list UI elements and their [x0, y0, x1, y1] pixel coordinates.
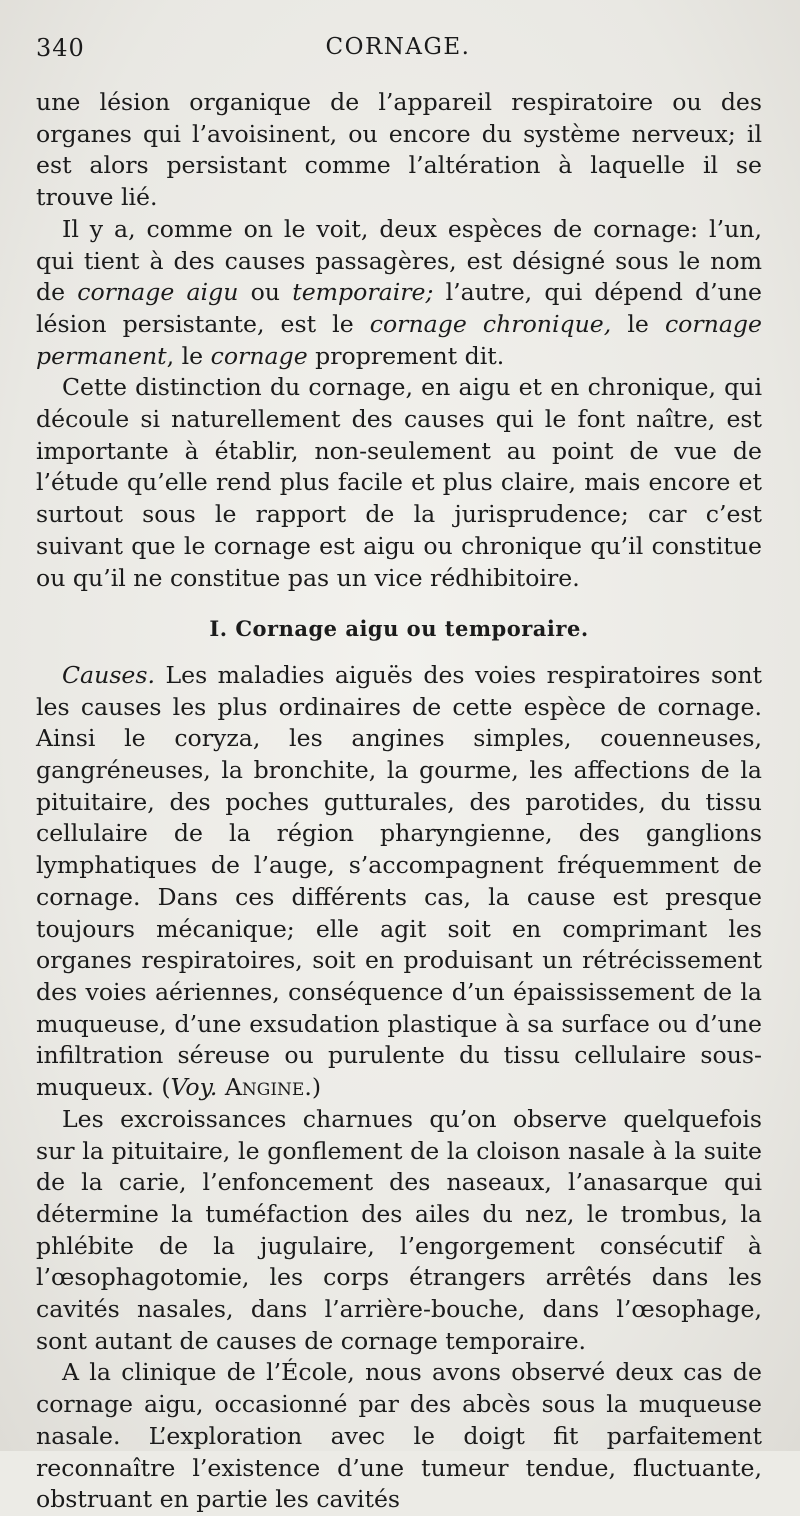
- paragraph-excroissances: Les excroissances charnues qu’on observe quelquefois sur la pituitaire, le gonflement de la cloison nasale à la suite de la carie, l’enfoncement des naseaux, l’anasarque qui détermine la tuméfaction des ailes du nez, le trombus, la phlébite de la jugulaire, l’engorgement consécutif à l’œsophagotomie, les corps étrangers arrêtés dans les cavités nasales, dans l’arrière-bouche, dans l’œsophage, sont autant de causes de cornage temporaire.: [36, 1104, 762, 1355]
- cross-reference: Angine: [224, 1073, 305, 1102]
- text-run: le: [611, 309, 665, 338]
- text-run: Les maladies aiguës des voies respiratoires sont les causes les plus ordinaires de cette espèce de cornage. Ainsi le coryza, les angines simples, couenneuses, gangréneuses, la bronchite, la gourme, les affections de la pituitaire, des poches gutturales, des parotides, du tissu cellulaire de la région pharyngienne, des ganglions lymphatiques de l’auge, s’accompagnent fréquemment de cornage. Dans ces différents cas, la cause est presque toujours mécanique; elle agit soit en comprimant les organes respiratoires, soit en produisant un rétrécissement des voies aériennes, conséquence d’un épaississement de la muqueuse, d’une exsudation plastique à sa surface ou d’une infiltration séreuse ou purulente du tissu cellulaire sous-muqueux. (: [36, 660, 762, 1102]
- text-run: .): [304, 1073, 322, 1102]
- text-run: l’autre, qui dépend d’une lésion persistante, est le: [36, 278, 762, 338]
- causes-label: Causes.: [62, 660, 155, 689]
- italic-term: cornage permanent: [36, 309, 762, 370]
- italic-term: Voy.: [170, 1073, 218, 1102]
- page-header: [36, 34, 760, 74]
- italic-term: temporaire;: [292, 278, 434, 307]
- paragraph-distinction: Cette distinction du cornage, en aigu et en chronique, qui découle si naturellement des causes qui le font naître, est importante à établir, non-seulement au point de vue de l’étude qu’elle rend plus facile et plus claire, mais encore et surtout sous le rapport de la jurisprudence; car c’est suivant que le cornage est aigu ou chronique qu’il constitue ou qu’il ne constitue pas un vice rédhibitoire.: [36, 373, 762, 592]
- paragraph-two-species: [36, 214, 762, 373]
- running-title: CORNAGE.: [325, 34, 471, 60]
- section-heading: I. Cornage aigu ou temporaire.: [209, 616, 589, 642]
- paragraph-clinique: A la clinique de l’École, nous avons observé deux cas de cornage aigu, occasionné par des abcès sous la muqueuse nasale. L’exploration avec le doigt fit parfaitement reconnaître l’existence d’une tumeur tendue, fluctuante, obstruant en partie les cavités: [36, 1358, 762, 1514]
- italic-term: cornage aigu: [77, 278, 239, 307]
- text-body: [36, 87, 762, 1516]
- paragraph-causes: [36, 660, 762, 1104]
- text-run: Il y a, comme on le voit, deux espèces de cornage: l’un, qui tient à des causes passagères, est désigné sous le nom de: [36, 214, 762, 307]
- text-run: ou: [238, 278, 293, 307]
- italic-term: cornage: [210, 341, 308, 370]
- italic-term: cornage chronique,: [369, 309, 612, 338]
- text-run: proprement dit.: [307, 341, 505, 370]
- text-run: , le: [166, 341, 211, 370]
- paragraph-continuation: une lésion organique de l’appareil respiratoire ou des organes qui l’avoisinent, ou encore du système nerveux; il est alors persistant comme l’altération à laquelle il se trouve lié.: [36, 88, 762, 212]
- page-number: 340: [36, 34, 85, 62]
